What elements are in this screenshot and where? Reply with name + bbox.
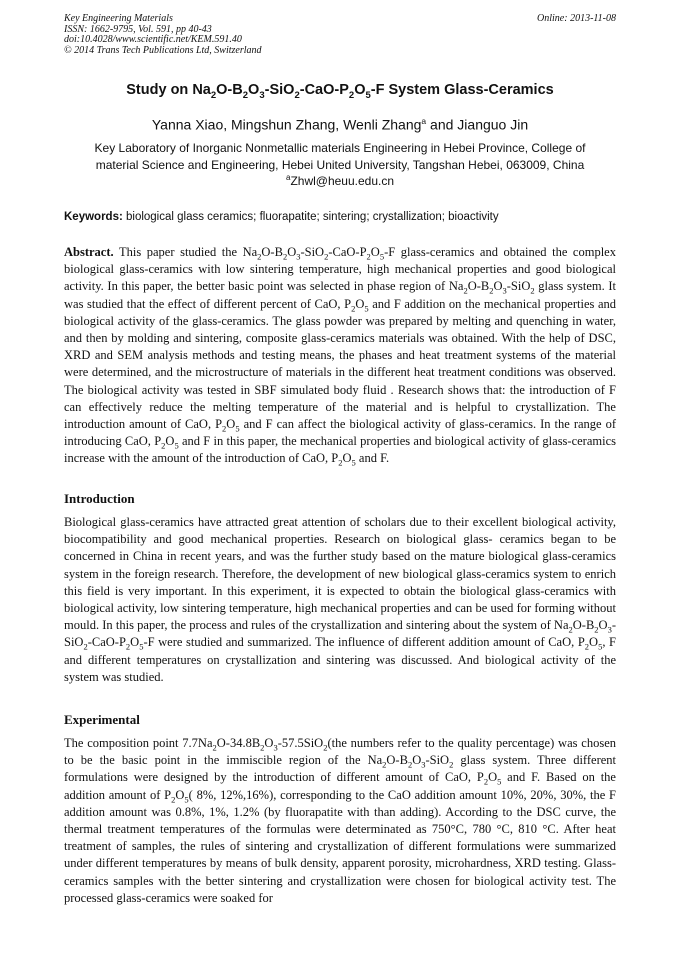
experimental-paragraph: The composition point $7.7Na_2O-34.8B_2O_3-57.5SiO_2(the$ numbers refer to the quality percentage) was chosen to be the basic point in the immiscible region of the $Na_2O-B_2O_3-SiO_2$ glass system. Three different formulations were designed by the introduction of different amount of CaO, $P_2O_5$ and F. Based on the addition amount of $P_2O_5$( 8%, 12%,16%), corresponding to the CaO addition amount 10%, 20%, 30%, the F addition amount was 0.8%, 1%, 1.2% (by fluorapatite with than adding). According to the DSC curve, the thermal treatment temperatures of the formulas were determinated as 750°C, 780 °C, 810 °C. After heat treatment of samples, the rules of sintering and crystallization of different formulations were summarized under different temperatures by means of bulk density, apparent porosity, microhardness, XRD testing. Glass-ceramics samples with the better sintering and crystallization were chosen for biological activity test. The processed glass-ceramics were soaked for [64,736,617,905]
abstract-label: Abstract. [64,245,114,259]
affiliation [64,140,616,174]
abstract-paragraph: Abstract. This paper studied the $Na_2O-B_2O_3-SiO_2-CaO-P_2O_5-F$ glass-ceramics and obtained the complex biological glass-ceramics with low sintering temperature, high mechanical properties and good biological activity. In this paper, the better basic point was selected in phase region of $Na_2O-B_2O_3-SiO_2$ glass system. It was studied that the effect of different percent of CaO, $P_2O_5$ and F addition on the mechanical properties and biological activity of the glass-ceramics. The glass powder was prepared by melting and quenching in water, and then by molding and sintering, composite glass-ceramics materials was obtained. With the help of DSC, XRD and SEM analysis methods and testing means, the phases and heat treatment systems of the material were determined, and the microstructure of materials in the different heat treatment conditions was observed. The biological activity was tested in SBF simulated body fluid . Research shows that: the introduction of F can effectively reduce the melting temperature of the material and is helpful to crystallization. The introduction amount of CaO, $P_2O_5$ and F can affect the biological activity of glass-ceramics. In the range of introducing CaO, $P_2O_5$ and F in this paper, the mechanical properties and biological activity of glass-ceramics increase with the amount of the introduction of CaO, $P_2O_5$ and F. [64,245,617,468]
running-header [64,14,616,56]
keywords: Keywords: biological glass ceramics; fluorapatite; sintering; crystallization; bioactivity [64,211,499,223]
keywords-label: Keywords: [64,211,123,223]
author-email[interactable]: $^a$Zhwl@heuu.edu.cn [285,173,395,188]
introduction-heading: Introduction [64,491,135,506]
experimental-heading: Experimental [64,712,140,727]
online-date: Online: 2013-11-08 [537,13,616,24]
journal-name: Key Engineering Materials [64,13,173,24]
copyright-line: © 2014 Trans Tech Publications Ltd, Switzerland [64,44,262,56]
introduction-paragraph: Biological glass-ceramics have attracted great attention of scholars due to their excellent biological activity, biocompatibility and good mechanical properties. Research on biological glass- ceramics began to be concerned in China in recent years, and was the further study based on the mature biological glass-ceramics system in the foreign research. Therefore, the development of new biological glass-ceramics system to enrich this field is very important. In this experiment, it is expected to obtain the biological glass-ceramics with biological activity, low sintering temperature, high mechanical properties and can be used for forming without mould. In this paper, the process and rules of the crystallization and sintering about the system of $Na_2O-B_2O_3-SiO_2-CaO-P_2O_5-F$ were studied and summarized. The influence of different addition amount of CaO, $P_2O_5$, F and different temperatures on crystallization and sintering was discussed. And biological activity of the system was studied. [64,515,617,684]
author-list: Yanna Xiao, Mingshun Zhang, Wenli Zhang$^a$ and Jianguo Jin [151,116,529,133]
paper-title: Study on $Na_2O-B_2O_3-SiO_2-CaO-P_2O_5-F$ System Glass-Ceramics [126,82,554,101]
affiliation-line: material Science and Engineering, Hebei United University, Tangshan Hebei, 063009, China [95,158,585,172]
doi-line: doi:10.4028/www.scientific.net/KEM.591.40 [64,34,242,45]
issn-line: ISSN: 1662-9795, Vol. 591, pp 40-43 [64,23,212,35]
affiliation-line: Key Laboratory of Inorganic Nonmetallic materials Engineering in Hebei Province, College of [94,141,586,155]
